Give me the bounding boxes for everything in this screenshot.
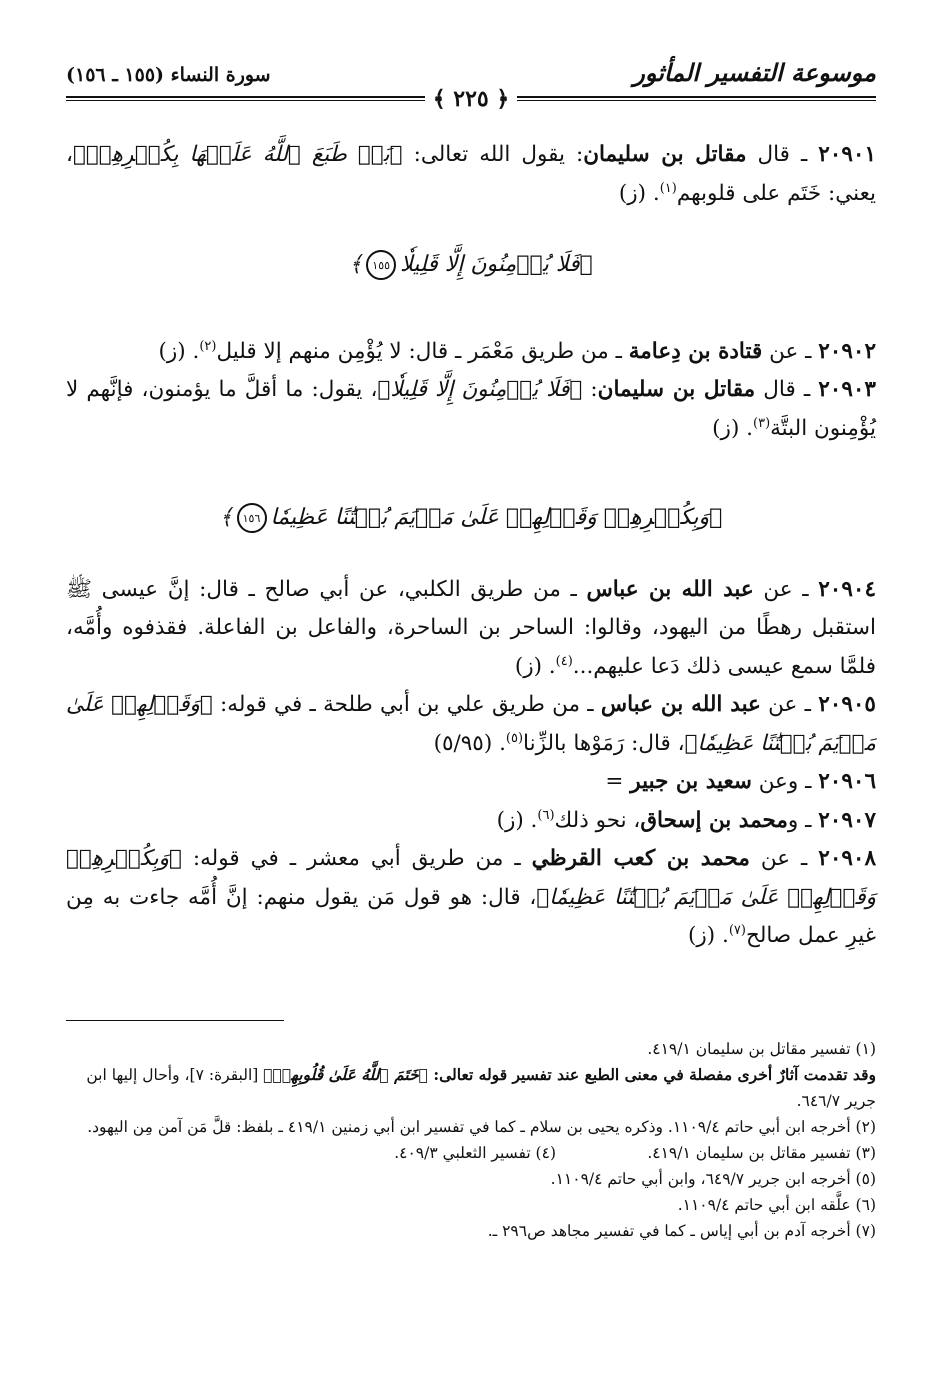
entry-٢٠٩٠٥ [66,686,876,763]
entry-number: ٢٠٩٠٢ [818,338,876,364]
entry-text: ـ عن [762,338,819,364]
entry-number: ٢٠٩٠٦ [818,769,876,794]
entry-text: ـ وعن [751,769,819,794]
entry-٢٠٩٠٨ [66,840,876,956]
entry-text: ، قال: هو قول مَن يقول منهم: إنَّ أُمَّه جاءت به مِن غيرِ عمل صالح [66,884,876,948]
main-text [66,136,876,956]
footnote-ref: (١) [659,180,677,196]
entry-text: ـ و [787,807,819,833]
footnote-ref: (٥) [505,730,524,746]
verse-number-marker: ١٥٥ [366,250,396,280]
entry-text: ـ قال [755,377,819,402]
entries-group-a [66,136,876,213]
quran-quote: ﴿وَقَوۡلِهِمۡ عَلَىٰ مَرۡيَمَ بُهۡتَٰنًا عَظِيمٗا﴾ [66,692,876,756]
entry-text: : [582,377,598,402]
narrator-name: سعيد بن جبير [630,769,752,794]
quran-quote: ﴿بَلۡ طَبَعَ ٱللَّهُ عَلَيۡهَا بِكُفۡرِهِمۡ﴾ [72,142,403,167]
footnotes [66,1036,876,1244]
footnote-7: (٧) أخرجه آدم بن أبي إياس ـ كما في تفسير مجاهد ص٢٩٦ ـ. [487,1222,876,1240]
entries-group-c [66,571,876,956]
entry-٢٠٩٠٣ [66,371,876,448]
entry-text: ـ عن [753,576,819,602]
verse-heading-text: ﴿فَلَا يُؤۡمِنُونَ إِلَّا قَلِيلٗا [400,252,593,277]
entry-٢٠٩٠٦ [66,763,876,802]
narrator-name: مقاتل بن سليمان [583,142,747,167]
footnote-5: (٥) أخرجه ابن جرير ٦٤٩/٧، وابن أبي حاتم ١١٠٩/٤. [550,1170,876,1188]
footnote-1-note-quran: ﴿خَتَمَ ٱللَّهُ عَلَىٰ قُلُوبِهِمۡ﴾ [263,1065,428,1084]
narrator-name: محمد بن كعب القرظي [531,846,750,871]
page [66,52,876,1342]
footnote-ref: (٢) [199,338,217,354]
entry-number: ٢٠٩٠١ [818,142,876,167]
entry-text: . (ز) [618,180,660,206]
footnote-ref: (٦) [537,807,555,823]
verse-heading-156 [66,499,876,538]
entries-group-b [66,333,876,449]
entry-text: : يقول الله تعالى: [402,142,584,167]
entry-text: = [605,769,631,794]
entry-text: ، يقول: ما أقلَّ ما يؤمنون، فإنَّهم لا يُؤْمِنون البتَّة [66,377,876,441]
page-header [66,52,876,112]
entry-number: ٢٠٩٠٧ [818,807,876,833]
entry-text: . (ز) [158,338,200,364]
verse-heading-close: ﴾ [219,505,233,530]
footnote-6: (٦) علَّقه ابن أبي حاتم ١١٠٩/٤. [677,1196,876,1214]
entry-٢٠٩٠١ [66,136,876,213]
footnote-1-note-rest: [البقرة: ٧]، وأحال إليها ابن جرير ٦٤٦/٧. [86,1066,876,1110]
entry-text: ـ من طريق علي بن أبي طلحة ـ في قوله: [212,692,601,717]
footnote-1-note-bold: وقد تقدمت آثارٌ أخرى مفصلة في معنى الطبع عند تفسير قوله تعالى: [427,1065,876,1084]
entry-text: ، نحو ذلك [554,807,641,833]
entry-text: ـ قال [746,142,819,167]
entry-text: . (ز) [687,923,729,948]
verse-heading-close: ﴾ [349,252,363,277]
page-number-wrap [66,86,876,112]
entry-number: ٢٠٩٠٨ [818,846,877,871]
entry-text: . (ز) [514,653,556,679]
narrator-name: عبد الله بن عباس [600,692,761,717]
entry-٢٠٩٠٧ [66,802,876,841]
footnote-ref: (٣) [753,415,771,431]
quran-quote: ﴿وَبِكُفۡرِهِمۡ وَقَوۡلِهِمۡ عَلَىٰ مَرۡيَمَ بُهۡتَٰنًا عَظِيمٗا﴾ [66,846,877,910]
footnote-1: (١) تفسير مقاتل بن سليمان ٤١٩/١. [647,1040,876,1058]
entry-٢٠٩٠٤ [66,571,876,687]
entry-text: ، يعني: خَتَم على قلوبهم [66,142,876,206]
footnote-row-3-4 [66,1140,876,1166]
entry-text: ـ من طريق مَعْمَر ـ قال: لا يُؤْمِن منهم إلا قليل [216,338,629,364]
footnote-2: (٢) أخرجه ابن أبي حاتم ١١٠٩/٤. وذكره يحيى بن سلام ـ كما في تفسير ابن أبي زمنين ٤١٩/١ ـ بلفظ: قلَّ مَن آمن مِن اليهود. [87,1118,876,1136]
footnote-separator [66,1020,284,1021]
narrator-name: قتادة بن دِعامة [628,338,763,364]
entry-text: ـ من طريق الكلبي، عن أبي صالح ـ قال: إنَّ عيسى ﷺ استقبل رهطًا من اليهود، وقالوا: الساحر بن الساحرة، والفاعل بن الفاعلة. فقذفوه وأُمَّه، فلمَّا سمع عيسى ذلك دَعا عليهم... [66,576,876,679]
entry-text: ـ عن [760,692,819,717]
entry-text: . (٥/٩٥) [433,730,506,756]
verse-number-marker: ١٥٦ [237,503,267,533]
entry-text: . (ز) [712,415,753,441]
entry-text: ، قال: رَمَوْها بالزِّنا [523,730,685,756]
quran-quote: ﴿فَلَا يُؤۡمِنُونَ إِلَّا قَلِيلٗا﴾ [377,377,583,402]
page-number: ﴿ ٢٢٥ ﴾ [425,86,518,112]
surah-reference: سورة النساء (١٥٥ ـ ١٥٦) [66,64,271,86]
entry-text: ـ من طريق أبي معشر ـ في قوله: [181,846,532,871]
verse-heading-text: ﴿وَبِكُفۡرِهِمۡ وَقَوۡلِهِمۡ عَلَىٰ مَرۡيَمَ بُهۡتَٰنًا عَظِيمٗا [270,505,723,530]
narrator-name: محمد بن إسحاق [640,807,788,833]
footnote-ref: (٧) [728,922,746,938]
footnote-1-note [66,1062,876,1114]
footnote-3: (٣) تفسير مقاتل بن سليمان ٤١٩/١. [647,1144,876,1162]
entry-number: ٢٠٩٠٣ [818,377,876,402]
entry-٢٠٩٠٢ [66,333,876,372]
footnote-4: (٤) تفسير الثعلبي ٤٠٩/٣. [394,1144,556,1162]
verse-heading-155 [66,246,876,285]
footnote-ref: (٤) [555,653,573,669]
entry-number: ٢٠٩٠٥ [818,692,876,717]
entry-text: ـ عن [749,846,819,871]
narrator-name: عبد الله بن عباس [586,576,754,602]
narrator-name: مقاتل بن سليمان [597,377,756,402]
entry-number: ٢٠٩٠٤ [818,576,876,602]
entry-text: . (ز) [496,807,538,833]
book-title: موسوعة التفسير المأثور [633,58,876,87]
